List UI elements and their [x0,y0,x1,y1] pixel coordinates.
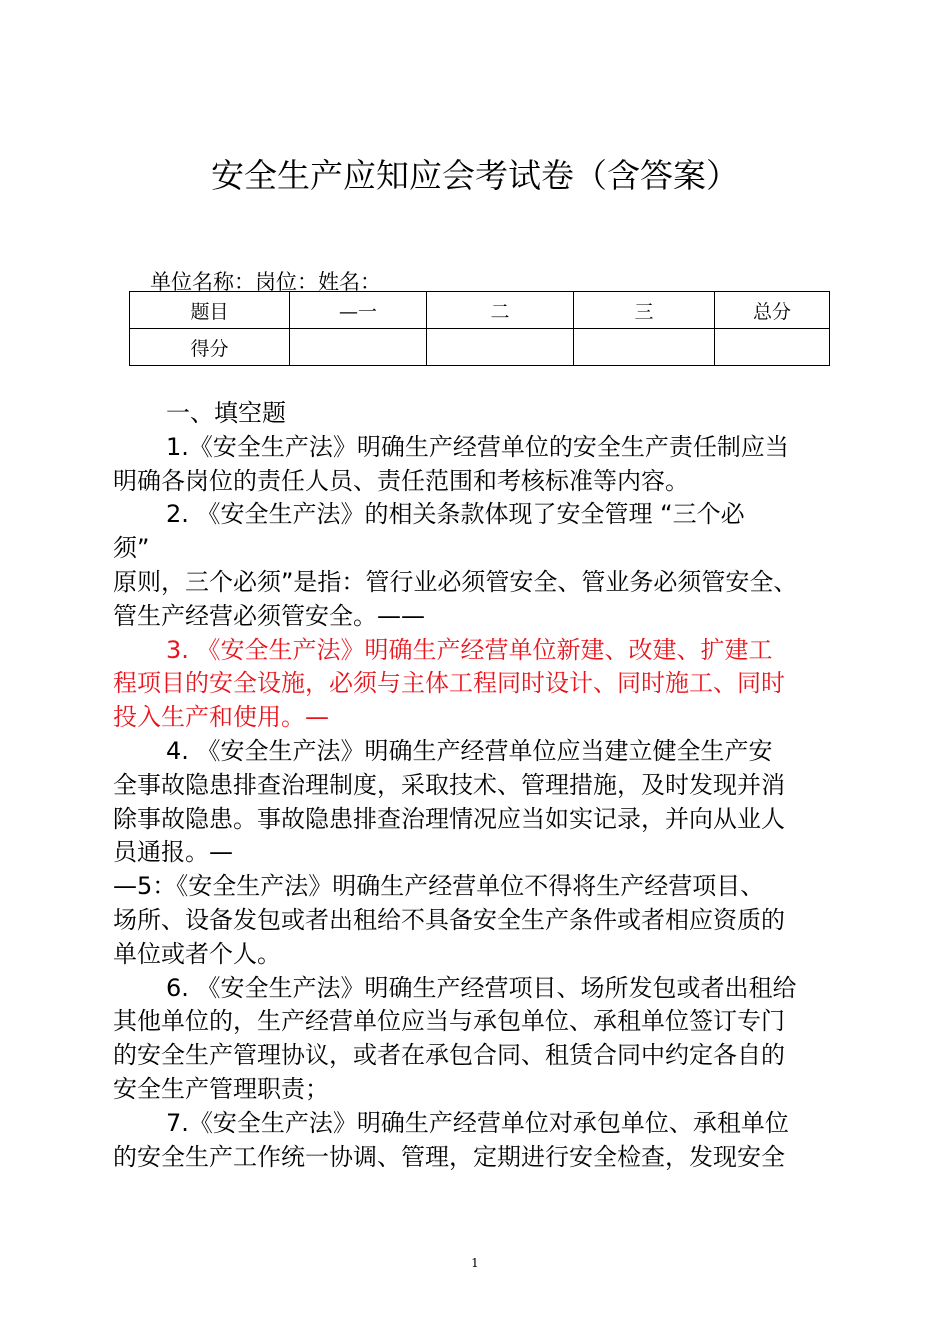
body-line: 管生产经营必须管安全。—— [113,601,425,630]
score-table-score-row [130,329,830,366]
score-header-cell: 总分 [715,292,830,329]
body-line: 1.《安全生产法》明确生产经营单位的安全生产责任制应当 [166,432,789,461]
page-number: 1 [471,1256,479,1270]
body-line: 明确各岗位的责任人员、责任范围和考核标准等内容。 [113,466,689,495]
highlighted-line: 投入生产和使用。— [113,703,329,732]
score-header-cell: 三 [574,292,715,329]
score-cell [715,329,830,366]
score-header-cell: —一 [290,292,427,329]
score-cell [427,329,574,366]
body-line: 的安全生产管理协议，或者在承包合同、租赁合同中约定各自的 [113,1041,785,1070]
body-line: 7.《安全生产法》明确生产经营单位对承包单位、承租单位 [166,1108,789,1137]
score-row-label: 得分 [130,329,290,366]
body-line: 须” [113,534,150,563]
body-line: 除事故隐患。事故隐患排查治理情况应当如实记录，并向从业人 [113,804,785,833]
score-table-header-row [130,292,830,329]
body-line: 原则，三个必须”是指：管行业必须管安全、管业务必须管安全、 [113,567,798,596]
body-line: 其他单位的，生产经营单位应当与承包单位、承租单位签订专门 [113,1007,785,1036]
body-line: 6. 《安全生产法》明确生产经营项目、场所发包或者出租给 [166,973,797,1002]
body-line: 单位或者个人。 [113,939,281,968]
body-line: 2. 《安全生产法》的相关条款体现了安全管理 “三个必 [166,500,745,529]
highlighted-line: 程项目的安全设施，必须与主体工程同时设计、同时施工、同时 [113,669,785,698]
body-line: 员通报。— [113,838,233,867]
info-line: 单位名称：岗位：姓名： [150,270,381,294]
section-heading: 一、填空题 [166,399,286,427]
document-body [113,397,843,1174]
score-table [129,291,830,366]
score-cell [574,329,715,366]
score-header-cell: 题目 [130,292,290,329]
body-line: 全事故隐患排查治理制度，采取技术、管理措施，及时发现并消 [113,770,785,799]
body-line: 的安全生产工作统一协调、管理，定期进行安全检查，发现安全 [113,1142,785,1171]
score-header-cell: 二 [427,292,574,329]
body-line: 4. 《安全生产法》明确生产经营单位应当建立健全生产安 [166,736,773,765]
body-line: 安全生产管理职责； [113,1074,329,1103]
body-line: —5：《安全生产法》明确生产经营单位不得将生产经营项目、 [113,872,765,901]
document-title: 安全生产应知应会考试卷（含答案） [211,156,739,195]
highlighted-line: 3. 《安全生产法》明确生产经营单位新建、改建、扩建工 [166,635,773,664]
score-cell [290,329,427,366]
body-line: 场所、设备发包或者出租给不具备安全生产条件或者相应资质的 [113,905,785,934]
